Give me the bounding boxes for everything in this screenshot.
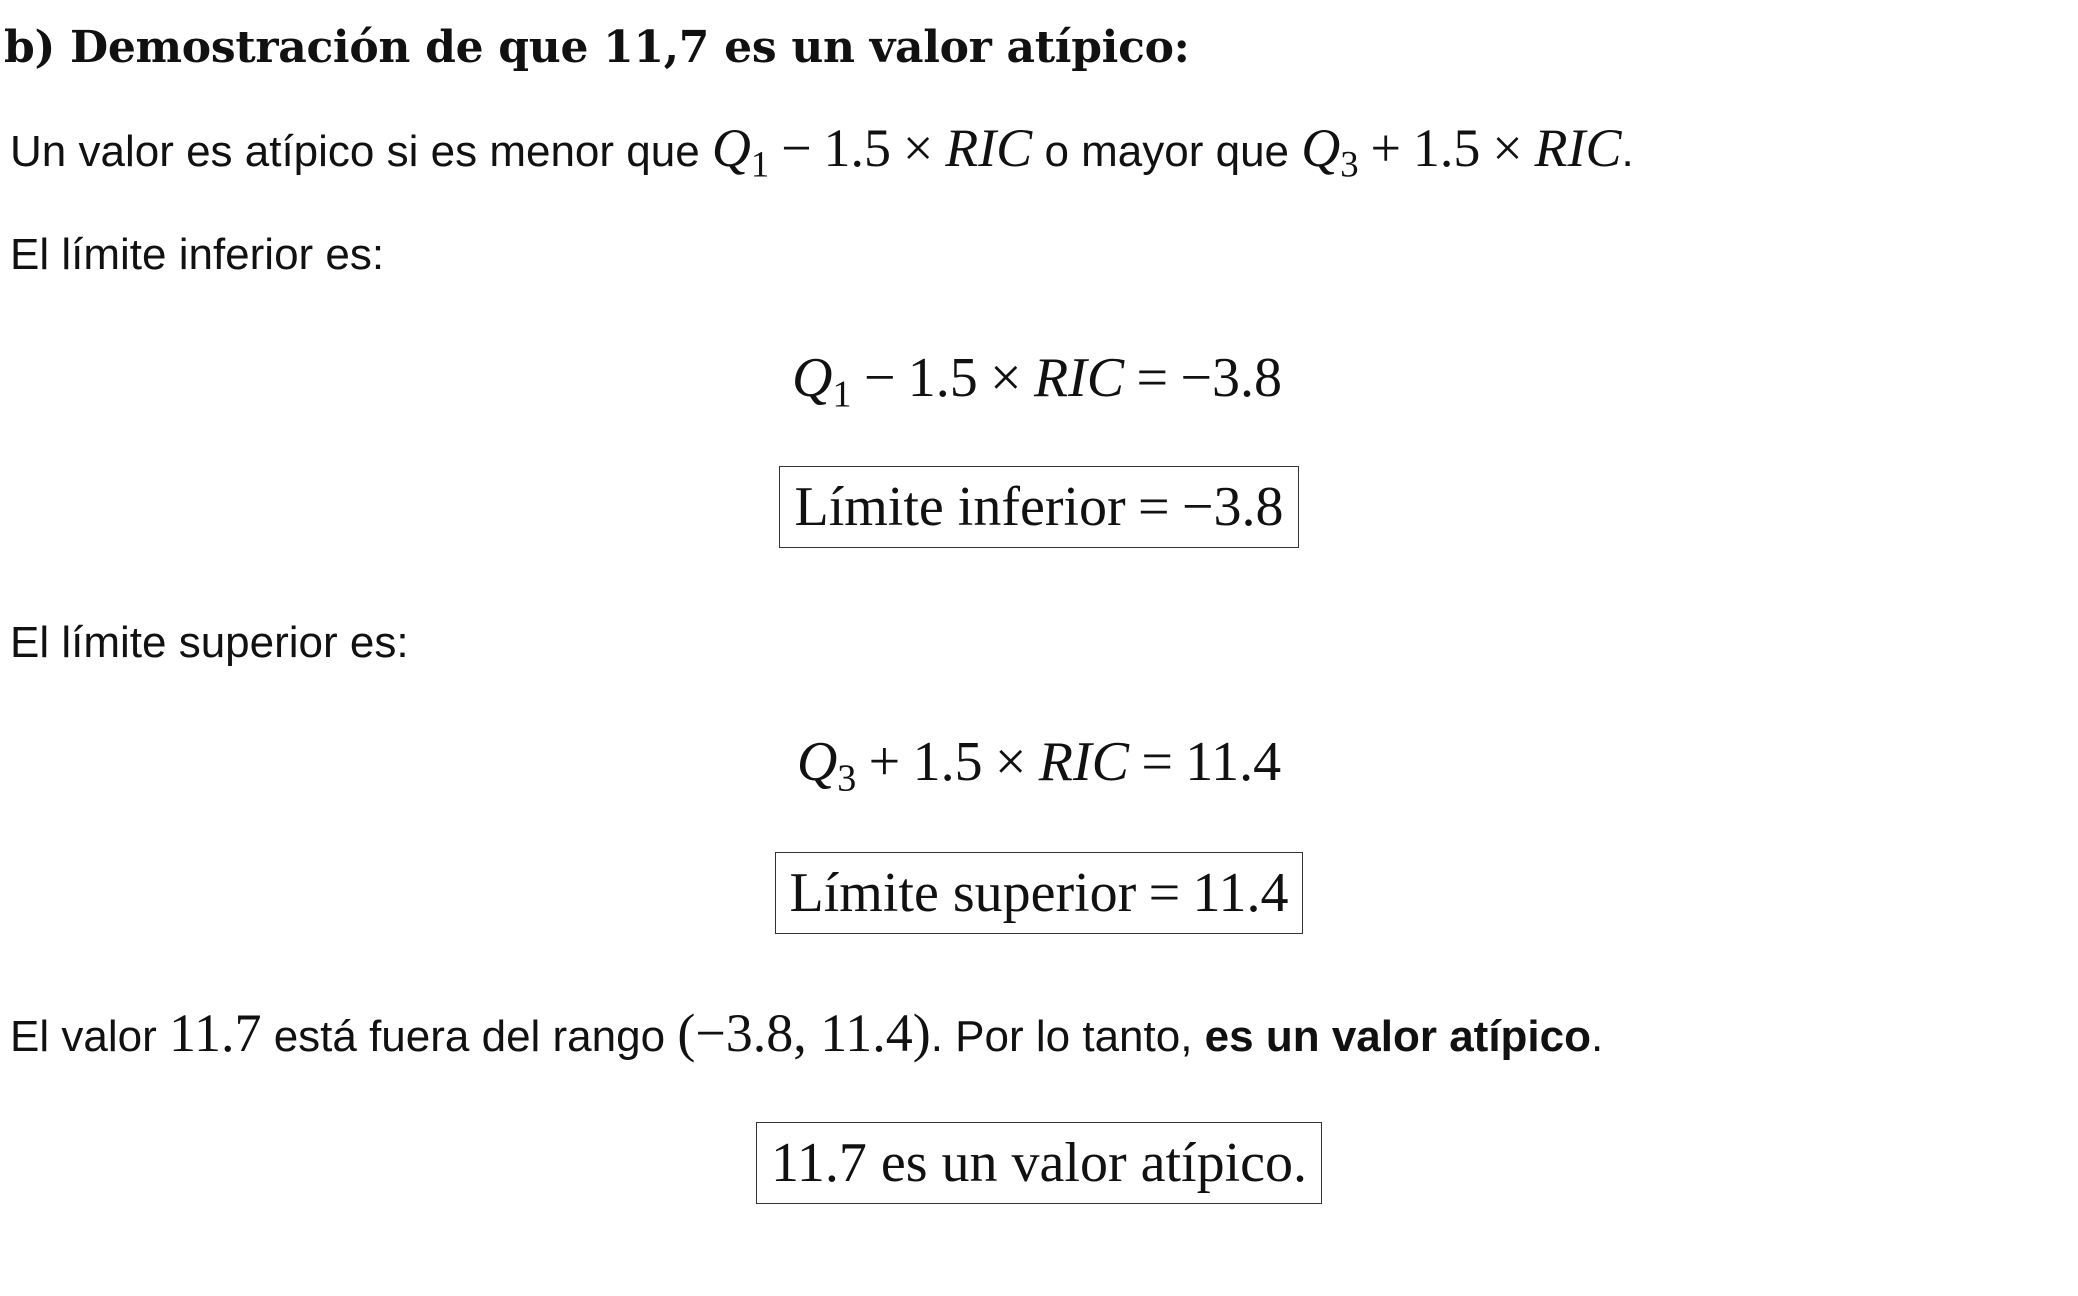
upper-fence-expression: $Q_3 + 1.5$ × RIC <box>1301 118 1622 185</box>
section-heading: b) Demostración de que 11,7 es un valor atípico: <box>4 22 1190 73</box>
lower-limit-result-box <box>0 466 2078 548</box>
tested-value: 11.7 <box>168 1003 262 1063</box>
upper-limit-result-box <box>0 852 2078 934</box>
final-result-box <box>0 1122 2078 1204</box>
upper-limit-boxed-value: Límite superior = 11.4 <box>775 852 1304 934</box>
definition-text-middle: o mayor que <box>1044 127 1290 176</box>
upper-limit-label: El límite superior es: <box>10 618 409 667</box>
lower-limit-boxed-value: Límite inferior = −3.8 <box>779 466 1298 548</box>
conclusion-bold-text: es un valor atípico <box>1204 1012 1592 1061</box>
lower-fence-expression: $Q_1 - 1.5$ × RIC <box>711 118 1033 185</box>
lower-limit-label: El límite inferior es: <box>10 230 385 279</box>
final-result-text: 11.7 es un valor atípico. <box>756 1122 1322 1204</box>
conclusion-sentence: El valor 11.7 está fuera del rango (−3.8, 11.4). Por lo tanto, es un valor atípico. <box>10 1003 1604 1063</box>
definition-text-before: Un valor es atípico si es menor que <box>10 127 700 176</box>
fence-range: (−3.8, 11.4) <box>677 1003 931 1063</box>
lower-limit-formula: $Q_1 - 1.5$ × RIC = −3.8 <box>792 347 1282 416</box>
outlier-definition: Un valor es atípico si es menor que $Q_1 - 1.5$ × RIC o mayor que $Q_3 + 1.5$ × RIC. <box>10 118 1634 185</box>
upper-limit-formula: $Q_3 + 1.5$ × RIC = 11.4 <box>796 731 1282 800</box>
